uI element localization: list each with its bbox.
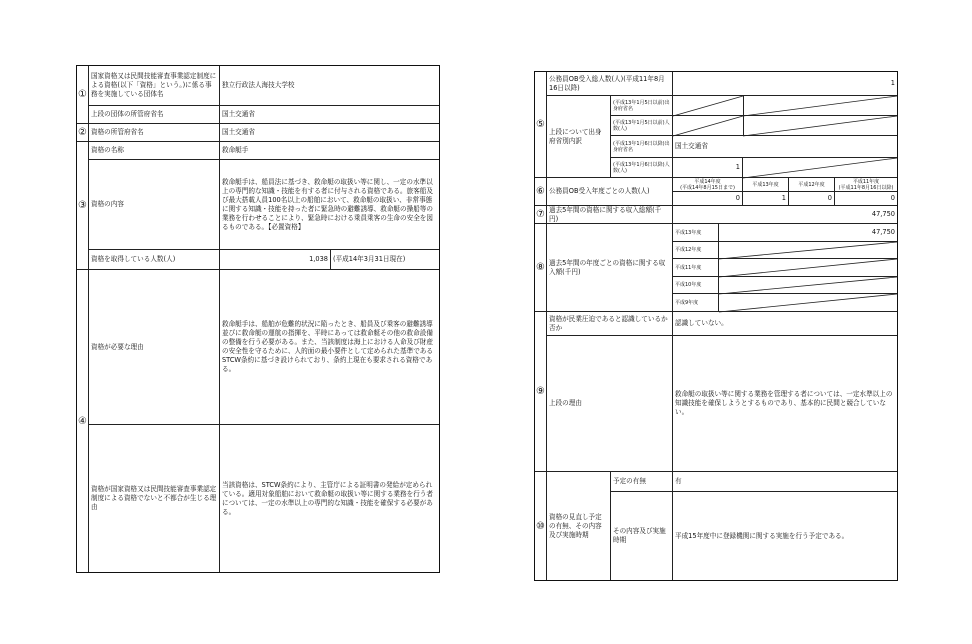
r5-sub-label: 上段について出身府省別内訳 <box>547 96 611 178</box>
r8-value-3 <box>719 259 897 277</box>
r1b-label: 上段の団体の所管府省名 <box>89 106 220 124</box>
r8-value-1: 47,750 <box>719 224 897 242</box>
r5-top-value: 1 <box>673 72 897 96</box>
r5-item-label-4: (平成13年1月6日以降)人数(人) <box>611 158 673 178</box>
r6-value-3: 0 <box>789 192 835 206</box>
r3-count-value: 1,038 <box>220 250 331 270</box>
r6-value-2: 1 <box>743 192 789 206</box>
row-number-8: ⑧ <box>535 224 547 312</box>
r7-value: 47,750 <box>673 206 897 224</box>
r6-year-4-label: 平成11年度 <box>852 178 880 185</box>
r5-item-value-2 <box>673 116 897 136</box>
r3-name-value: 救命艇手 <box>220 142 439 160</box>
row-number-10: ⑩ <box>535 472 547 580</box>
r6-year-1-note: (平成14年8月15日まで) <box>680 184 735 191</box>
r6-value-1: 0 <box>673 192 743 206</box>
r5-top-label: 公務員OB受入総人数(人)(平成11年8月16日以降) <box>547 72 673 96</box>
r3-count-note: (平成14年3月31日現在) <box>331 250 439 270</box>
r10-plan-label: 予定の有無 <box>611 472 673 492</box>
r3-name-label: 資格の名称 <box>89 142 220 160</box>
r10-label: 資格の見直し予定の有無、その内容及び実施時期 <box>547 472 611 580</box>
r10-detail-value: 平成15年度中に登録機関に関する実施を行う予定である。 <box>675 531 849 540</box>
r8-value-4 <box>719 277 897 294</box>
r5-item-value-1 <box>673 96 897 116</box>
r9-reason-value: 救命艇の取扱い等に関する業務を管理する者については、一定水準以上の知識技能を確保しようとするものであり、基本的に民間と競合していない。 <box>673 336 897 472</box>
r8-year-5: 平成9年度 <box>673 294 719 312</box>
r6-year-3: 平成12年度 <box>789 178 835 192</box>
r5-item-value-3: 国土交通省 <box>673 136 897 158</box>
r7-label: 過去5年間の資格に関する収入総額(千円) <box>547 206 673 224</box>
r8-year-4: 平成10年度 <box>673 277 719 294</box>
r2-value: 国土交通省 <box>220 124 439 142</box>
row-number-7: ⑦ <box>535 206 547 224</box>
r8-value-5 <box>719 294 897 312</box>
r2-label: 資格の所管府省名 <box>89 124 220 142</box>
row-number-3: ③ <box>77 142 89 270</box>
r6-year-4-note: (平成11年8月16日以降) <box>838 184 894 191</box>
r6-value-4: 0 <box>835 192 897 206</box>
r5-item-label-2: (平成13年1月5日以前)人数(人) <box>611 116 673 136</box>
r1-value: 独立行政法人海技大学校 <box>220 66 439 106</box>
r5-item-value-4: 1 <box>673 158 743 178</box>
r4-need-label: 資格が必要な理由 <box>89 270 220 425</box>
r6-year-4 <box>835 178 897 192</box>
row-number-2: ② <box>77 124 89 142</box>
r5-item-label-3: (平成13年1月6日以降)出身府省名 <box>611 136 673 158</box>
r9-q-value: 認識していない。 <box>673 312 897 336</box>
r3-count-label: 資格を取得している人数(人) <box>89 250 220 270</box>
r10-detail-label: その内容及び実施時期 <box>611 492 673 580</box>
r8-year-1: 平成13年度 <box>673 224 719 242</box>
r3-content-value: 救命艇手は、船員法に基づき、救命艇の取扱い等に関し、一定の水準以上の専門的な知識・技能を有する者に付与される資格である。旅客船及び最大搭載人員100名以上の船舶において、救命艇の取扱い、非常事態に関する知識・技能を持った者に緊急時の避難誘導、救命艇の操船等の業務を行わせることにより、緊急時における乗員乗客の生命の安全を図るものである。【必置資格】 <box>220 160 439 250</box>
r6-label: 公務員OB受入年度ごとの人数(人) <box>547 178 673 206</box>
left-form <box>76 65 440 573</box>
r1b-value: 国土交通省 <box>220 106 439 124</box>
r6-year-1-label: 平成14年度 <box>694 178 721 185</box>
r10-plan-value: 有 <box>673 472 897 492</box>
r9-q-label: 資格が民業圧迫であると認識しているか否か <box>547 312 673 336</box>
r8-year-2: 平成12年度 <box>673 242 719 259</box>
r6-year-2: 平成13年度 <box>743 178 789 192</box>
r1-label: 国家資格又は民間技能審査事業認定制度による資格(以下「資格」という。)に係る事務を実施している団体名 <box>89 66 220 106</box>
r8-value-2 <box>719 242 897 259</box>
row-number-6: ⑥ <box>535 178 547 206</box>
row-number-5: ⑤ <box>535 72 547 178</box>
row-number-9: ⑨ <box>535 312 547 472</box>
r9-reason-label: 上段の理由 <box>547 336 673 472</box>
r8-label: 過去5年間の年度ごとの資格に関する収入額(千円) <box>547 224 673 312</box>
r4-need-value: 救命艇手は、船舶が危難的状況に陥ったとき、船員及び乗客の避難誘導並びに救命艇の運航の指揮を、平時にあっては救命艇その他の救命設備の整備を行う必要がある。また、当該制度は海上における人命及び財産の安全性を守るために、人的面の最小要件として定められた基準であるSTCW条約に基づき設けられており、条約上現在も要求される資格である。 <box>220 270 439 425</box>
r4-problem-value: 当該資格は、STCW条約により、主管庁による証明書の発給が定められている。適用対象船舶において救命艇の取扱い等に関する業務を行う者については、一定の水準以上の専門的な知識・技能を確保する必要がある。 <box>222 480 433 516</box>
row-number-4: ④ <box>77 270 89 572</box>
r6-year-1 <box>673 178 743 192</box>
r4-problem-label: 資格が国家資格又は民間技能審査事業認定制度による資格でないと不都合が生じる理由 <box>89 425 220 572</box>
r5-item-blank-4 <box>743 158 897 178</box>
row-number-1: ① <box>77 66 89 124</box>
right-form <box>534 71 898 581</box>
r3-content-label: 資格の内容 <box>89 160 220 250</box>
r5-divider-1 <box>743 96 744 136</box>
r5-item-label-1: (平成13年1月5日以前)出身府省名 <box>611 96 673 116</box>
r8-year-3: 平成11年度 <box>673 259 719 277</box>
